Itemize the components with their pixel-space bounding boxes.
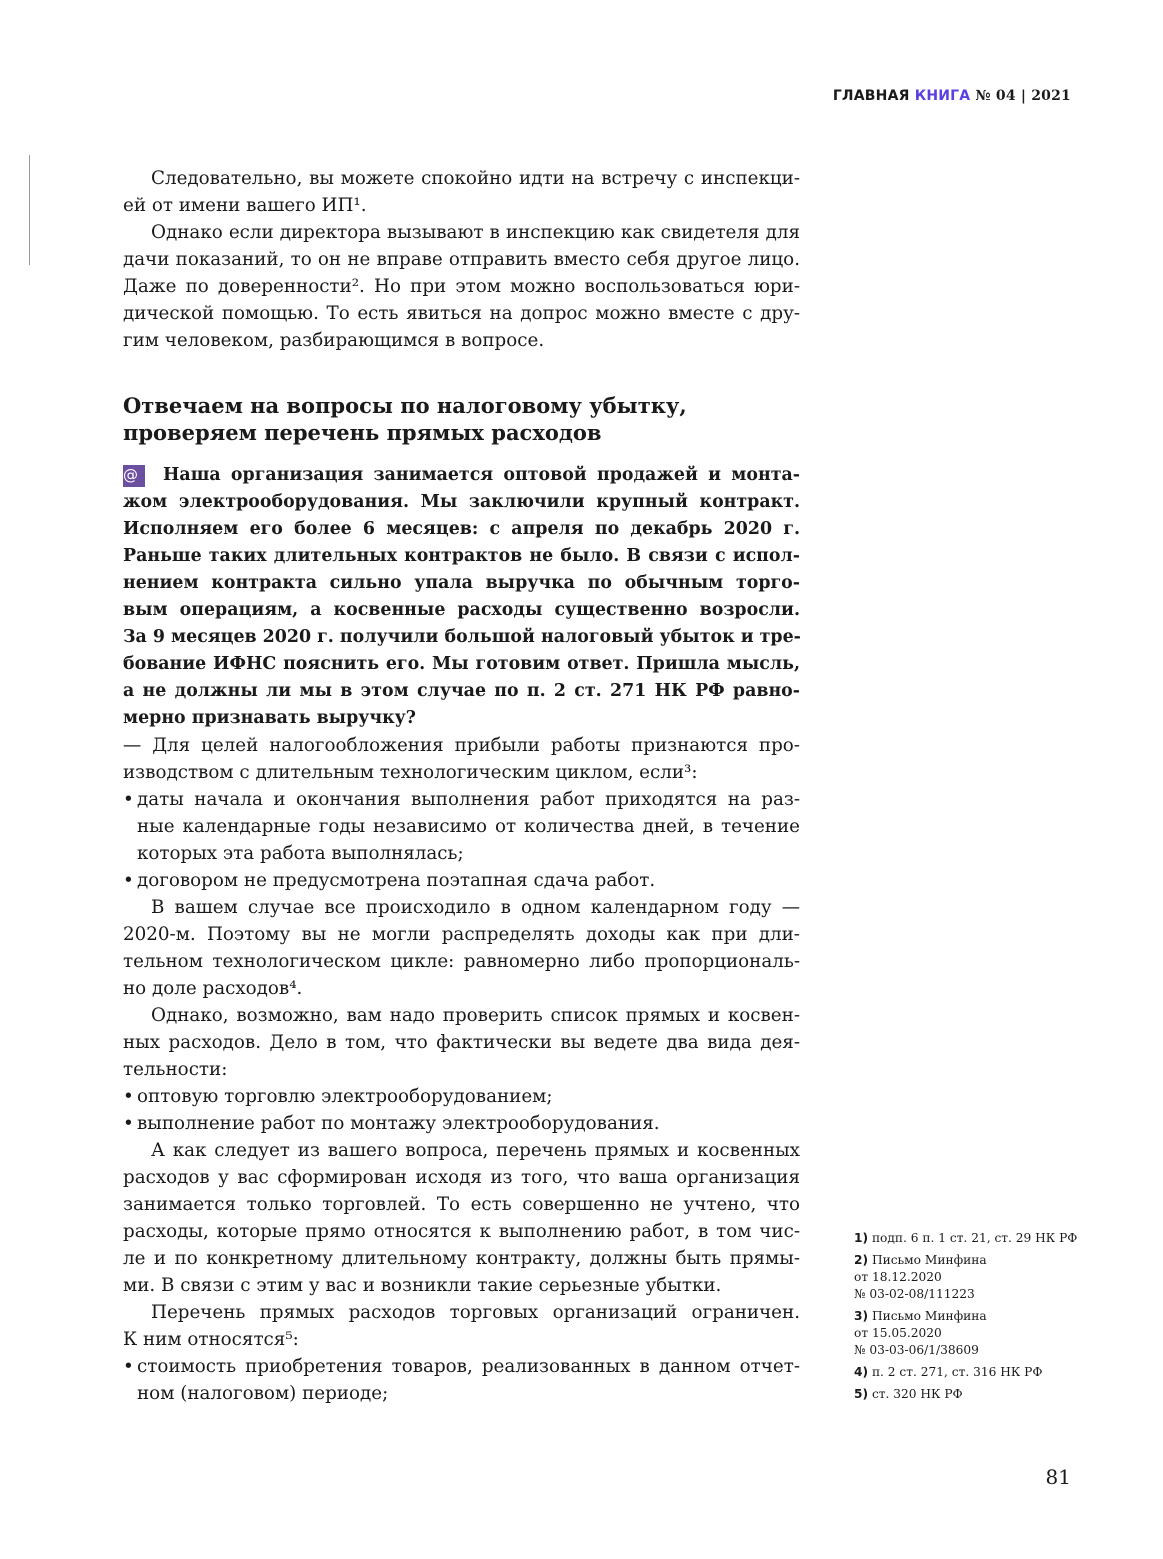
line-text: А как следует из вашего вопроса, перечень прямых и косвенных	[151, 1140, 800, 1161]
line-text: которых эта работа выполнялась;	[137, 843, 464, 864]
question-line	[123, 651, 800, 678]
brand-part2: КНИГА	[914, 88, 971, 104]
text-line	[123, 246, 800, 273]
text-line	[123, 732, 800, 759]
text-line	[123, 273, 800, 300]
footnote-text: Письмо Минфина	[871, 1253, 987, 1267]
bullet-icon: •	[123, 1356, 134, 1377]
reader-question	[123, 462, 800, 732]
text-line	[123, 192, 800, 219]
line-text: гим человеком, разбирающимся в вопросе.	[123, 330, 545, 351]
bullet-item	[123, 1110, 800, 1137]
line-text: дической помощью. То есть явиться на допрос можно вместе с дру-	[123, 303, 800, 324]
text-line	[123, 1245, 800, 1272]
line-text: ных расходов. Дело в том, что фактически вы ведете два вида дея-	[123, 1032, 800, 1053]
paragraph	[123, 894, 800, 1002]
footnote-number: 5)	[854, 1387, 869, 1401]
text-line	[123, 165, 800, 192]
brand-part1: ГЛАВНАЯ	[832, 88, 910, 104]
footnote-text: № 03-02-08/111223	[854, 1287, 975, 1301]
text-line	[123, 300, 800, 327]
bullet-item	[123, 867, 800, 894]
question-line	[123, 624, 800, 651]
line-text: Исполняем его более 6 месяцев: с апреля по декабрь 2020 г.	[123, 519, 800, 539]
text-line	[123, 894, 800, 921]
text-line	[123, 867, 800, 894]
page-number: 81	[1045, 1465, 1071, 1489]
footnote-text: ст. 320 НК РФ	[871, 1387, 963, 1401]
question-line	[123, 678, 800, 705]
text-line	[123, 1353, 800, 1380]
line-text: Даже по доверенности². Но при этом можно воспользоваться юри-	[123, 276, 800, 297]
paragraph	[123, 165, 800, 219]
footnote-number: 4)	[854, 1365, 869, 1379]
bullet-icon: •	[123, 1086, 134, 1107]
bullet-icon: •	[123, 870, 134, 891]
footnote-text: от 15.05.2020	[854, 1326, 942, 1340]
line-text: занимается только торговлей. То есть совершенно не учтено, что	[123, 1194, 800, 1215]
text-line	[123, 1218, 800, 1245]
line-text: К ним относятся⁵:	[123, 1329, 299, 1350]
paragraph	[123, 219, 800, 354]
line-text: расходы, которые прямо относятся к выполнению работ, в том чис-	[123, 1221, 800, 1242]
paragraph	[123, 1299, 800, 1353]
heading-line: проверяем перечень прямых расходов	[123, 420, 602, 445]
question-line	[123, 570, 800, 597]
text-line	[123, 1299, 800, 1326]
line-text: жом электрооборудования. Мы заключили крупный контракт.	[123, 492, 800, 512]
main-column	[123, 165, 800, 1407]
text-line	[123, 1110, 800, 1137]
line-text: изводством с длительным технологическим циклом, если³:	[123, 762, 698, 783]
line-text: За 9 месяцев 2020 г. получили большой налоговый убыток и тре-	[123, 627, 801, 647]
question-line	[123, 705, 800, 732]
magazine-name	[833, 88, 971, 104]
text-line	[123, 840, 800, 867]
text-line	[123, 1380, 800, 1407]
text-line	[123, 948, 800, 975]
text-line	[123, 1164, 800, 1191]
footnote	[854, 1308, 1094, 1359]
text-line	[123, 219, 800, 246]
line-text: стоимость приобретения товаров, реализованных в данном отчет-	[137, 1356, 800, 1377]
line-text: оптовую торговлю электрооборудованием;	[137, 1086, 553, 1107]
question-line	[123, 543, 800, 570]
bullet-icon: •	[123, 1113, 134, 1134]
question-line	[123, 516, 800, 543]
line-text: но доле расходов⁴.	[123, 978, 303, 999]
footnote	[854, 1364, 1094, 1381]
bullet-item	[123, 1083, 800, 1110]
footnote-number: 2)	[854, 1253, 869, 1267]
line-text: — Для целей налогообложения прибыли работы признаются про-	[123, 735, 800, 756]
line-text: В вашем случае все происходило в одном календарном году —	[151, 897, 800, 918]
footnote-text: от 18.12.2020	[854, 1270, 942, 1284]
line-text: бование ИФНС пояснить его. Мы готовим ответ. Пришла мысль,	[123, 654, 800, 674]
line-text: ные календарные годы независимо от количества дней, в течение	[137, 816, 800, 837]
question-line	[123, 489, 800, 516]
margin-rule	[29, 155, 30, 265]
line-text: мерно признавать выручку?	[123, 708, 416, 728]
text-line	[123, 813, 800, 840]
line-text: нением контракта сильно упала выручка по обычным торго-	[123, 573, 800, 593]
line-text: выполнение работ по монтажу электрооборудования.	[137, 1113, 660, 1134]
answer-section	[123, 732, 800, 1407]
line-text: Перечень прямых расходов торговых организаций ограничен.	[151, 1302, 800, 1323]
line-text: дачи показаний, то он не вправе отправить вместо себя другое лицо.	[123, 249, 800, 270]
line-text: тельности:	[123, 1059, 228, 1080]
intro-section	[123, 165, 800, 354]
footnote-text: подп. 6 п. 1 ст. 21, ст. 29 НК РФ	[871, 1231, 1078, 1245]
line-text: Раньше таких длительных контрактов не было. В связи с испол-	[123, 546, 800, 566]
paragraph	[123, 1137, 800, 1299]
text-line	[123, 1029, 800, 1056]
footnote-number: 3)	[854, 1309, 869, 1323]
footnote-text: п. 2 ст. 271, ст. 316 НК РФ	[871, 1365, 1043, 1379]
bullet-item	[123, 786, 800, 867]
running-header	[833, 88, 1071, 104]
section-heading	[123, 392, 800, 446]
text-line	[123, 975, 800, 1002]
email-icon: @	[123, 465, 145, 487]
line-text: тельном технологическом цикле: равномерно либо пропорциональ-	[123, 951, 800, 972]
text-line	[123, 921, 800, 948]
line-text: Следовательно, вы можете спокойно идти на встречу с инспекци-	[151, 168, 800, 189]
footnote-number: 1)	[854, 1231, 869, 1245]
footnote	[854, 1230, 1094, 1247]
text-line	[123, 1083, 800, 1110]
line-text: ми. В связи с этим у вас и возникли такие серьезные убытки.	[123, 1275, 722, 1296]
paragraph	[123, 732, 800, 786]
text-line	[123, 759, 800, 786]
footnote	[854, 1252, 1094, 1303]
text-line	[123, 1056, 800, 1083]
footnote-text: № 03-03-06/1/38609	[854, 1343, 979, 1357]
question-line	[123, 597, 800, 624]
line-text: договором не предусмотрена поэтапная сдача работ.	[137, 870, 656, 891]
question-line	[123, 462, 800, 489]
footnotes	[854, 1230, 1094, 1408]
text-line	[123, 1326, 800, 1353]
text-line	[123, 1002, 800, 1029]
issue-number: № 04 | 2021	[975, 88, 1071, 104]
line-text: 2020-м. Поэтому вы не могли распределять доходы как при дли-	[123, 924, 800, 945]
text-line	[123, 327, 800, 354]
footnote	[854, 1386, 1094, 1403]
line-text: ей от имени вашего ИП¹.	[123, 195, 367, 216]
bullet-item	[123, 1353, 800, 1407]
text-line	[123, 1191, 800, 1218]
line-text: Наша организация занимается оптовой продажей и монта-	[163, 465, 800, 485]
heading-line: Отвечаем на вопросы по налоговому убытку,	[123, 393, 687, 418]
text-line	[123, 1137, 800, 1164]
line-text: Однако, возможно, вам надо проверить список прямых и косвен-	[151, 1005, 800, 1026]
line-text: вым операциям, а косвенные расходы существенно возросли.	[123, 600, 800, 620]
text-line	[123, 786, 800, 813]
line-text: расходов у вас сформирован исходя из того, что ваша организация	[123, 1167, 800, 1188]
footnote-text: Письмо Минфина	[871, 1309, 987, 1323]
line-text: даты начала и окончания выполнения работ приходятся на раз-	[137, 789, 800, 810]
bullet-icon: •	[123, 789, 134, 810]
line-text: Однако если директора вызывают в инспекцию как свидетеля для	[151, 222, 800, 243]
line-text: ле и по конкретному длительному контракту, должны быть прямы-	[123, 1248, 800, 1269]
line-text: а не должны ли мы в этом случае по п. 2 ст. 271 НК РФ равно-	[123, 681, 800, 701]
paragraph	[123, 1002, 800, 1083]
line-text: ном (налоговом) периоде;	[137, 1383, 389, 1404]
text-line	[123, 1272, 800, 1299]
